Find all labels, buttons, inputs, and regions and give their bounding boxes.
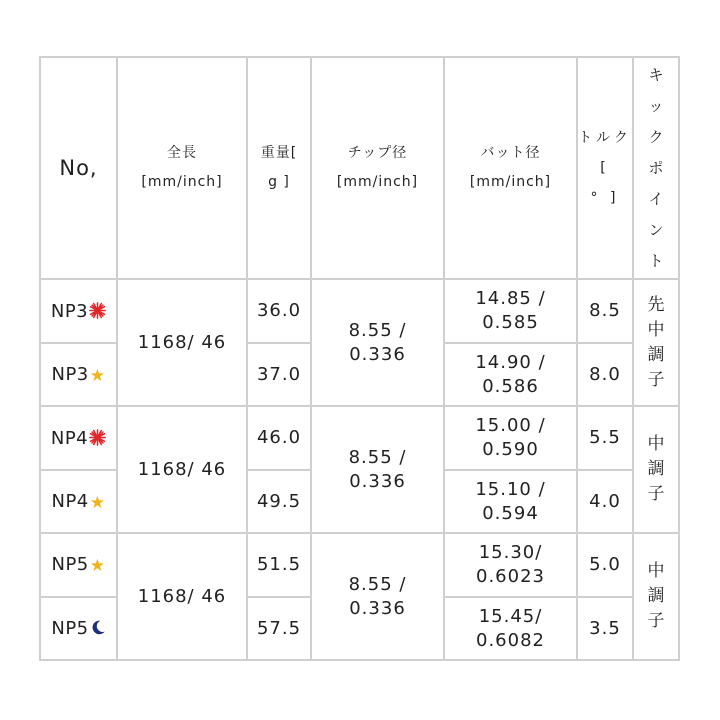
model-cell xyxy=(40,470,117,533)
star-icon: ★ xyxy=(89,365,106,386)
header-kick-char: ン xyxy=(648,220,664,239)
tip-mm: 8.55 / xyxy=(348,573,407,595)
header-weight-unit: g ] xyxy=(268,174,290,190)
header-torque-unit: ° ] xyxy=(590,190,620,206)
kick-char: 中 xyxy=(647,319,665,340)
kick-char: 子 xyxy=(647,611,665,631)
model-cell xyxy=(40,279,117,343)
butt-mm: 15.45/ xyxy=(478,605,543,627)
butt-cell xyxy=(444,470,577,533)
red-burst-icon xyxy=(89,429,106,446)
header-kick-char: ト xyxy=(648,251,664,270)
butt-inch: 0.585 xyxy=(482,312,539,333)
shaft-spec-table xyxy=(39,56,680,661)
butt-cell xyxy=(444,597,577,660)
tip-mm: 8.55 / xyxy=(348,446,407,468)
kick-point-cell xyxy=(633,279,679,406)
kick-char: 中 xyxy=(647,561,665,581)
model-cell xyxy=(40,597,117,660)
model-cell xyxy=(40,533,117,597)
torque-cell: 5.0 xyxy=(577,533,633,597)
butt-inch: 0.586 xyxy=(482,375,539,397)
header-torque-label: トルク [ xyxy=(578,130,632,176)
table-row xyxy=(40,533,679,597)
torque-cell: 3.5 xyxy=(577,597,633,660)
header-butt-label: バット径 xyxy=(480,145,541,161)
model-cell xyxy=(40,343,117,406)
butt-inch: 0.590 xyxy=(482,439,539,460)
header-kick-char: ッ xyxy=(648,96,664,115)
header-kick-char: キ xyxy=(648,65,664,84)
header-tip xyxy=(311,57,444,279)
red-burst-icon xyxy=(89,302,106,319)
weight-cell: 37.0 xyxy=(247,343,311,406)
header-butt xyxy=(444,57,577,279)
header-tip-label: チップ径 xyxy=(347,145,408,161)
star-icon: ★ xyxy=(89,492,106,513)
table-row xyxy=(40,406,679,470)
kick-char: 中 xyxy=(647,434,665,454)
butt-mm: 14.85 / xyxy=(475,288,546,309)
kick-char: 調 xyxy=(647,344,665,365)
header-torque xyxy=(577,57,633,279)
model-name: NP4 xyxy=(51,490,89,512)
tip-cell xyxy=(311,406,444,533)
header-row xyxy=(40,57,679,279)
weight-cell: 57.5 xyxy=(247,597,311,660)
butt-cell xyxy=(444,343,577,406)
butt-cell xyxy=(444,533,577,597)
kick-char: 先 xyxy=(647,294,665,315)
header-weight-label: 重量[ xyxy=(260,145,298,161)
header-kick-char: ポ xyxy=(648,158,664,177)
butt-cell xyxy=(444,406,577,470)
weight-cell: 36.0 xyxy=(247,279,311,343)
header-length xyxy=(117,57,247,279)
kick-point-cell xyxy=(633,406,679,533)
model-name: NP3 xyxy=(51,363,89,385)
butt-inch: 0.6082 xyxy=(476,629,545,651)
header-kick-point xyxy=(633,57,679,279)
header-length-label: 全長 xyxy=(167,145,197,161)
tip-mm: 8.55 / xyxy=(348,319,407,341)
header-butt-unit: [mm/inch] xyxy=(469,174,552,190)
torque-cell: 5.5 xyxy=(577,406,633,470)
header-tip-unit: [mm/inch] xyxy=(336,174,419,190)
weight-cell: 46.0 xyxy=(247,406,311,470)
header-no: No, xyxy=(40,57,117,279)
model-name: NP5 xyxy=(51,554,89,575)
torque-cell: 8.0 xyxy=(577,343,633,406)
kick-point-cell xyxy=(633,533,679,660)
weight-cell: 49.5 xyxy=(247,470,311,533)
torque-cell: 4.0 xyxy=(577,470,633,533)
moon-icon xyxy=(90,619,106,636)
weight-cell: 51.5 xyxy=(247,533,311,597)
kick-char: 調 xyxy=(647,459,665,479)
kick-char: 調 xyxy=(647,586,665,606)
butt-inch: 0.594 xyxy=(482,502,539,524)
star-icon: ★ xyxy=(89,556,106,576)
kick-char: 子 xyxy=(647,484,665,504)
tip-cell xyxy=(311,279,444,406)
header-weight xyxy=(247,57,311,279)
header-kick-char: ク xyxy=(648,127,664,146)
butt-inch: 0.6023 xyxy=(476,566,545,587)
torque-cell: 8.5 xyxy=(577,279,633,343)
header-length-unit: [mm/inch] xyxy=(141,174,223,190)
model-name: NP4 xyxy=(50,427,89,449)
tip-cell xyxy=(311,533,444,660)
butt-mm: 15.30/ xyxy=(478,542,543,563)
butt-mm: 15.10 / xyxy=(475,478,546,500)
table-row xyxy=(40,279,679,343)
header-kick-char: イ xyxy=(648,189,664,208)
length-cell: 1168/ 46 xyxy=(117,533,247,660)
butt-mm: 14.90 / xyxy=(475,351,546,373)
model-name: NP5 xyxy=(51,618,89,639)
tip-inch: 0.336 xyxy=(349,470,406,492)
kick-char: 子 xyxy=(647,369,665,390)
length-cell: 1168/ 46 xyxy=(117,279,247,406)
tip-inch: 0.336 xyxy=(349,343,406,365)
tip-inch: 0.336 xyxy=(349,597,406,619)
butt-mm: 15.00 / xyxy=(475,415,546,436)
butt-cell xyxy=(444,279,577,343)
model-name: NP3 xyxy=(50,300,89,322)
length-cell: 1168/ 46 xyxy=(117,406,247,533)
model-cell xyxy=(40,406,117,470)
